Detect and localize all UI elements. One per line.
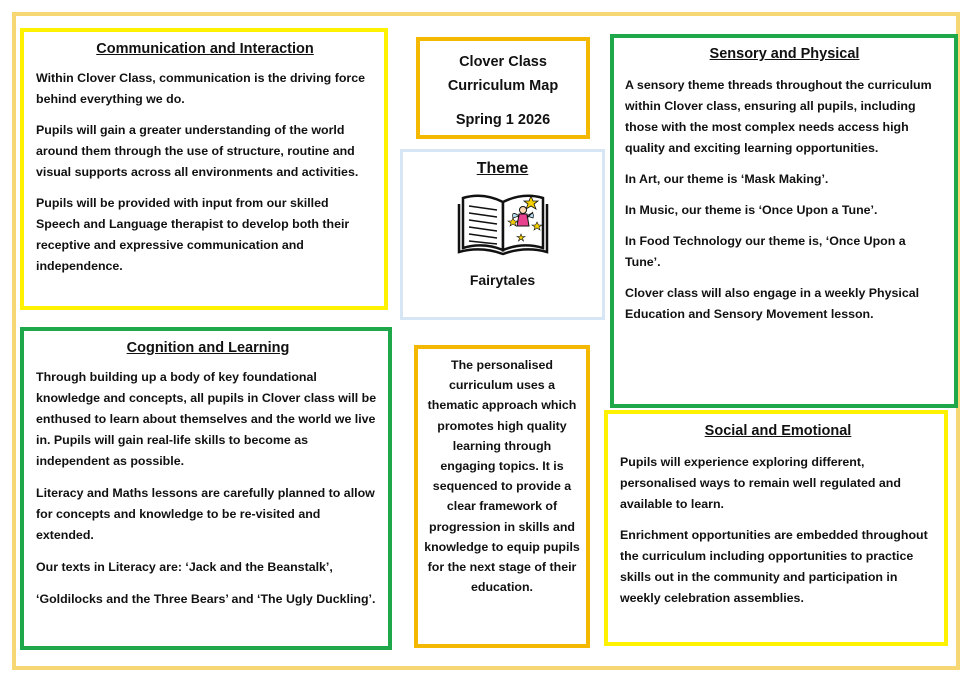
communication-paragraph: Pupils will gain a greater understanding of the world around them through the use of structure, routine and visual supports across all environments and activities. <box>36 123 359 179</box>
personalised-curriculum-panel <box>414 345 590 648</box>
sensory-paragraph: Clover class will also engage in a weekly Physical Education and Sensory Movement lesson. <box>625 286 920 321</box>
cognition-paragraph: Literacy and Maths lessons are carefully planned to allow for concepts and knowledge to be re-visited and extended. <box>36 486 375 542</box>
theme-panel <box>400 149 605 320</box>
term-label: Spring 1 2026 <box>455 112 551 128</box>
communication-paragraph: Pupils will be provided with input from our skilled Speech and Language therapist to develop both their receptive and expressive communication and independence. <box>36 196 350 273</box>
sensory-paragraph: In Music, our theme is ‘Once Upon a Tune’. <box>625 203 878 217</box>
communication-heading: Communication and Interaction <box>96 41 314 57</box>
document-title: Curriculum Map <box>447 78 559 94</box>
sensory-paragraph: In Food Technology our theme is, ‘Once Upon a Tune’. <box>625 234 906 269</box>
social-emotional-panel <box>604 410 948 646</box>
cognition-paragraph: Our texts in Literacy are: ‘Jack and the Beanstalk’, <box>36 560 333 574</box>
cognition-heading: Cognition and Learning <box>126 340 290 356</box>
sensory-paragraph: A sensory theme threads throughout the curriculum within Clover class, ensuring all pupils, including those with the most complex needs access high quality and exciting learning opportunities. <box>625 78 932 155</box>
storybook-icon <box>453 188 553 260</box>
sensory-heading: Sensory and Physical <box>709 46 860 62</box>
communication-interaction-panel <box>20 28 388 310</box>
cognition-learning-panel <box>20 327 392 650</box>
social-paragraph: Enrichment opportunities are embedded throughout the curriculum including opportunities to practice skills out in the community and participation in weekly celebration assemblies. <box>620 528 928 605</box>
social-paragraph: Pupils will experience exploring different, personalised ways to remain well regulated and available to learn. <box>620 455 901 511</box>
theme-caption: Fairytales <box>469 272 536 288</box>
social-heading: Social and Emotional <box>704 423 852 439</box>
class-name: Clover Class <box>459 54 547 70</box>
class-title-panel <box>416 37 590 139</box>
cognition-paragraph: ‘Goldilocks and the Three Bears’ and ‘The Ugly Duckling’. <box>36 592 376 606</box>
cognition-paragraph: Through building up a body of key foundational knowledge and concepts, all pupils in Clover class will be enthused to learn about themselves and the world we live in. Pupils will gain real-life skills to become as independent as possible. <box>36 370 377 468</box>
communication-paragraph: Within Clover Class, communication is the driving force behind everything we do. <box>36 71 365 106</box>
sensory-physical-panel <box>610 34 958 408</box>
sensory-paragraph: In Art, our theme is ‘Mask Making’. <box>625 172 829 186</box>
theme-heading: Theme <box>476 160 529 177</box>
personalised-curriculum-text: The personalised curriculum uses a thematic approach which promotes high quality learning through engaging topics. It is sequenced to provide a clear framework of progression in skills and knowledge to equip pupils for the next stage of their education. <box>424 358 580 595</box>
